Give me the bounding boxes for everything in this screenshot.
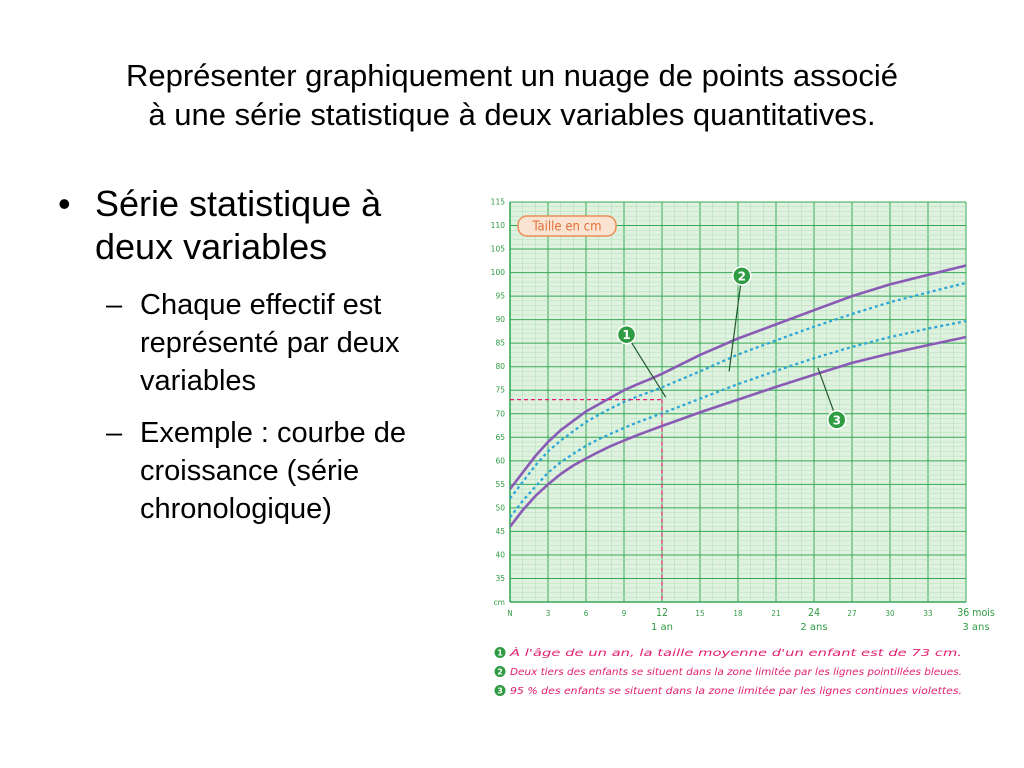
note-badge-number: 2 [497,667,503,677]
y-tick-label: 110 [490,221,505,231]
sub-bullet-line: Chaque effectif est [140,289,382,321]
y-tick-label: 65 [495,432,505,442]
y-tick-label: 95 [495,291,505,301]
badge-number: 1 [622,328,631,343]
badge-number: 3 [832,413,841,428]
bullet-dot-icon: • [58,183,71,224]
x-tick-label: 27 [847,609,857,618]
sub-bullet-line: variables [140,365,257,397]
y-tick-label: 85 [495,338,505,348]
x-tick-label: N [507,609,513,618]
x-tick-label: 9 [621,609,627,618]
y-tick-label: 115 [490,197,505,207]
sub-bullet-line: chronologique) [140,493,332,525]
x-tick-label: 6 [583,609,589,618]
dash-icon: – [106,417,123,449]
y-tick-label: 40 [495,550,505,560]
bullet-list [58,182,488,528]
y-tick-label: 45 [495,526,505,536]
bullet-serie-statistique [58,182,488,268]
bullet-line: deux variables [95,226,328,267]
x-tick-label: 12 [655,607,669,619]
x-sub-label: 1 an [650,622,674,633]
callout-badge-icon [733,267,751,285]
dash-icon: – [106,289,123,321]
x-tick-label: 24 [807,607,821,619]
y-tick-label: 90 [495,315,505,325]
note-text: À l'âge de un an, la taille moyenne d'un enfant est de 73 cm. [510,648,817,659]
chart-notes [495,646,963,697]
x-tick-label: 33 [923,609,933,618]
y-tick-label: 100 [490,268,505,278]
sub-bullet-line: croissance (série [140,455,360,487]
slide-title [0,56,1024,134]
y-tick-label: 75 [495,385,505,395]
bullet-line: Série statistique à [95,183,382,224]
slide-title-line-2: à une série statistique à deux variables quantitatives. [148,97,876,132]
y-tick-label: 80 [495,362,505,372]
y-tick-label: 55 [495,479,505,489]
sub-bullet-line: Exemple : courbe de [140,417,406,449]
x-tick-label: 21 [771,609,781,618]
sub-bullet-effectif [106,286,488,400]
y-axis-unit-label: cm [493,598,505,607]
x-tick-label: 18 [733,609,743,618]
y-tick-label: 60 [495,456,505,466]
y-tick-label: 70 [495,409,505,419]
sub-bullet-line: représenté par deux [140,327,400,359]
x-tick-label: 36 mois [957,607,995,619]
slide-title-line-1: Représenter graphiquement un nuage de points associé [125,58,899,93]
callout-badge-icon [618,326,636,344]
note-text: 95 % des enfants se situent dans la zone limitée par les lignes continues violettes. [510,686,925,697]
x-tick-label: 3 [545,609,551,618]
badge-number: 2 [737,269,746,284]
chart-title: Taille en cm [532,219,602,235]
y-tick-label: 50 [495,503,505,513]
x-sub-label: 2 ans [800,622,828,633]
note-text: Deux tiers des enfants se situent dans la zone limitée par les lignes pointillées bleues. [510,667,944,678]
callout-badge-icon [828,411,846,429]
x-tick-label: 30 [885,609,895,618]
note-badge-number: 3 [497,686,503,696]
chart-title-label [518,216,616,236]
x-tick-label: 15 [695,609,705,618]
y-tick-label: 35 [495,573,505,583]
note-badge-number: 1 [497,648,503,658]
growth-chart [482,194,995,706]
y-tick-label: 105 [490,244,505,254]
x-sub-label: 3 ans [962,622,990,633]
sub-bullet-exemple [106,414,488,528]
